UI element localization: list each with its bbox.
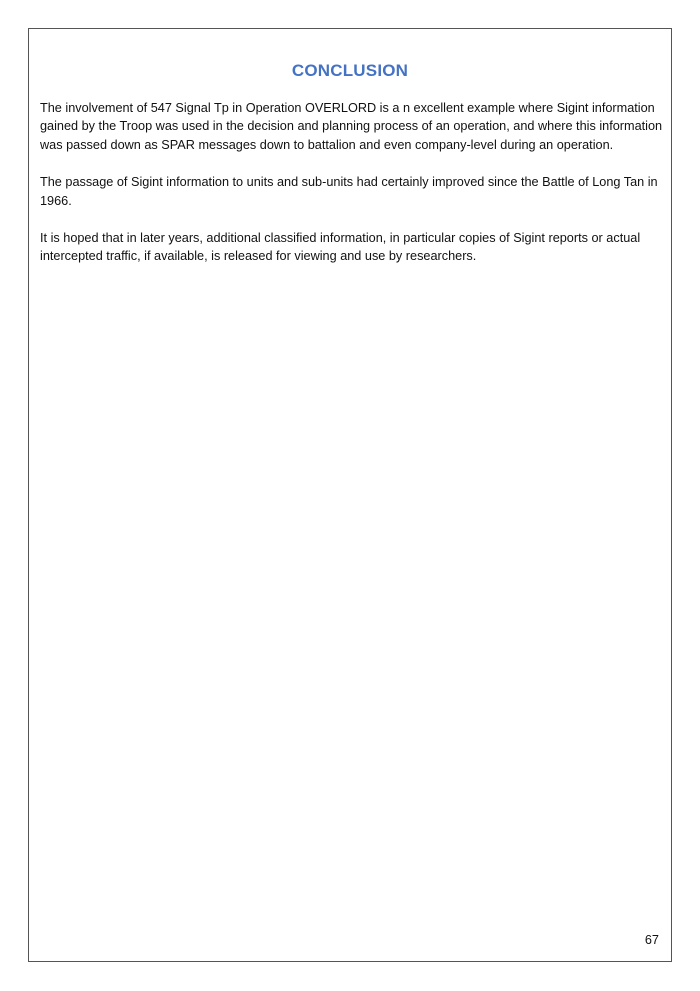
page-number: 67 [644, 933, 659, 947]
body-text [40, 99, 665, 285]
paragraph-overlord: The involvement of 547 Signal Tp in Operation OVERLORD is a n excellent example where Sigint information gained by the Troop was used in the decision and planning process of an operation, and where this information was passed down as SPAR messages down to battalion and even company-level during an operation. [40, 101, 663, 152]
paragraph-future-release: It is hoped that in later years, additional classified information, in particular copies of Sigint reports or actual intercepted traffic, if available, is released for viewing and use by researchers. [40, 231, 641, 264]
page-heading: CONCLUSION [291, 61, 409, 80]
paragraph-long-tan: The passage of Sigint information to units and sub-units had certainly improved since the Battle of Long Tan in 1966. [40, 175, 658, 208]
